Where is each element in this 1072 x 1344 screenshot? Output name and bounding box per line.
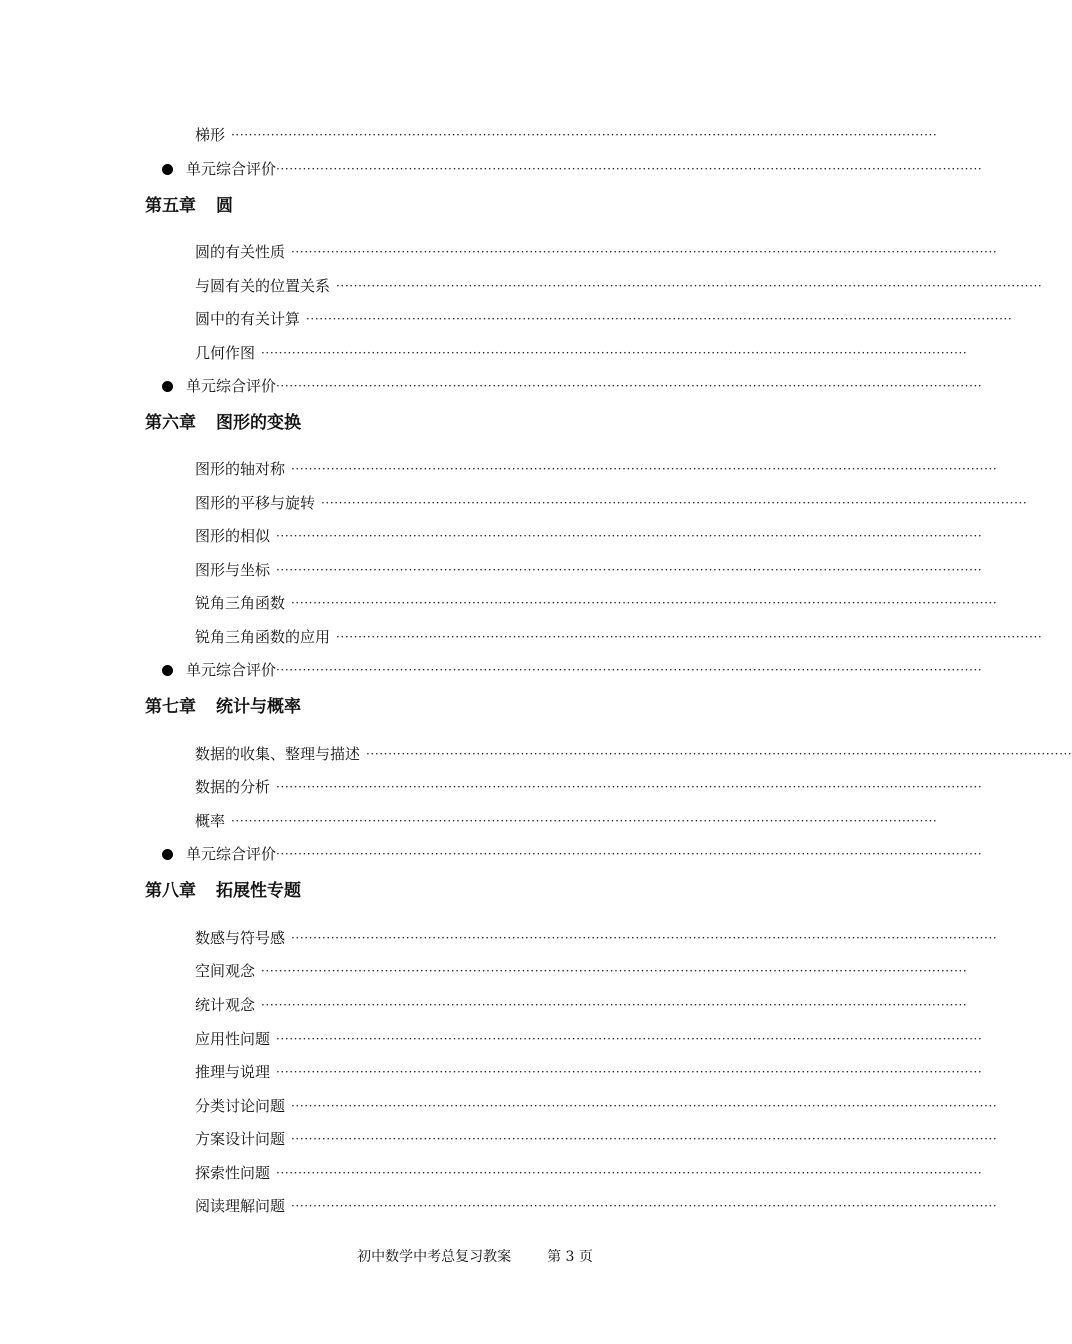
toc-entry-label: 单元综合评价 xyxy=(186,377,277,395)
toc-leader: ································································································································································ xyxy=(291,931,998,945)
toc-entry-label: 分类讨论问题 xyxy=(195,1097,286,1115)
toc-entry[interactable] xyxy=(195,1195,998,1217)
toc-entry[interactable] xyxy=(195,492,1028,514)
toc-entry-unit-review[interactable] xyxy=(162,375,983,397)
toc-entry[interactable] xyxy=(195,927,998,949)
toc-entry-label: 阅读理解问题 xyxy=(195,1197,286,1215)
toc-leader: ································································································································································ xyxy=(306,312,1013,326)
toc-entry-unit-review[interactable] xyxy=(162,843,983,865)
bullet-icon xyxy=(162,164,173,175)
toc-entry-label: 统计观念 xyxy=(195,996,256,1014)
chapter-number: 第七章 xyxy=(145,697,196,717)
toc-leader: ································································································································································ xyxy=(291,1099,998,1113)
toc-entry-label: 几何作图 xyxy=(195,344,256,362)
toc-leader: ································································································································································ xyxy=(276,1032,983,1046)
toc-entry[interactable] xyxy=(195,124,938,146)
toc-leader: ································································································································································ xyxy=(276,847,983,861)
toc-entry-label: 单元综合评价 xyxy=(186,661,277,679)
chapter-number: 第五章 xyxy=(145,196,196,216)
toc-entry-label: 推理与说理 xyxy=(195,1063,271,1081)
toc-entry[interactable] xyxy=(195,743,1072,765)
toc-entry-label: 锐角三角函数的应用 xyxy=(195,628,331,646)
toc-entry[interactable] xyxy=(195,1128,998,1150)
chapter-heading[interactable] xyxy=(145,193,233,219)
toc-leader: ································································································································································ xyxy=(276,780,983,794)
toc-entry[interactable] xyxy=(195,342,968,364)
toc-entry-label: 梯形 xyxy=(195,126,226,144)
page-number: 第 3 页 xyxy=(547,1249,593,1265)
chapter-number: 第八章 xyxy=(145,881,196,901)
chapter-heading[interactable] xyxy=(145,694,301,720)
toc-entry-unit-review[interactable] xyxy=(162,158,983,180)
footer-document-title: 初中数学中考总复习教案 xyxy=(357,1249,512,1265)
toc-entry-label: 图形的平移与旋转 xyxy=(195,494,316,512)
toc-entry-label: 圆的有关性质 xyxy=(195,243,286,261)
chapter-title: 图形的变换 xyxy=(216,413,301,433)
toc-leader: ································································································································································ xyxy=(291,1199,998,1213)
toc-leader: ································································································································································ xyxy=(291,462,998,476)
chapter-heading[interactable] xyxy=(145,878,301,904)
toc-entry-label: 单元综合评价 xyxy=(186,845,277,863)
toc-leader: ································································································································································ xyxy=(276,663,983,677)
toc-entry[interactable] xyxy=(195,994,968,1016)
toc-leader: ································································································································································ xyxy=(276,162,983,176)
toc-leader: ································································································································································ xyxy=(291,1132,998,1146)
toc-entry-label: 单元综合评价 xyxy=(186,160,277,178)
toc-entry[interactable] xyxy=(195,559,983,581)
toc-entry[interactable] xyxy=(195,308,1013,330)
toc-leader: ································································································································································ xyxy=(261,964,968,978)
toc-entry[interactable] xyxy=(195,810,938,832)
toc-entry[interactable] xyxy=(195,525,983,547)
toc-entry[interactable] xyxy=(195,275,1043,297)
toc-entry-label: 方案设计问题 xyxy=(195,1130,286,1148)
toc-entry-label: 应用性问题 xyxy=(195,1030,271,1048)
chapter-title: 拓展性专题 xyxy=(216,881,301,901)
toc-entry[interactable] xyxy=(195,1028,983,1050)
toc-entry-label: 图形的轴对称 xyxy=(195,460,286,478)
toc-leader: ································································································································································ xyxy=(366,747,1072,761)
toc-entry-label: 数感与符号感 xyxy=(195,929,286,947)
toc-entry-label: 探索性问题 xyxy=(195,1164,271,1182)
bullet-icon xyxy=(162,849,173,860)
toc-entry[interactable] xyxy=(195,776,983,798)
toc-leader: ································································································································································ xyxy=(276,1065,983,1079)
toc-entry-label: 图形的相似 xyxy=(195,527,271,545)
toc-entry-label: 概率 xyxy=(195,812,226,830)
chapter-title: 统计与概率 xyxy=(216,697,301,717)
toc-entry-label: 与圆有关的位置关系 xyxy=(195,277,331,295)
toc-leader: ································································································································································ xyxy=(276,563,983,577)
toc-leader: ································································································································································ xyxy=(276,379,983,393)
chapter-heading[interactable] xyxy=(145,410,301,436)
toc-entry[interactable] xyxy=(195,1095,998,1117)
toc-leader: ································································································································································ xyxy=(276,1166,983,1180)
bullet-icon xyxy=(162,665,173,676)
bullet-icon xyxy=(162,381,173,392)
toc-entry[interactable] xyxy=(195,960,968,982)
toc-entry-label: 空间观念 xyxy=(195,962,256,980)
toc-leader: ································································································································································ xyxy=(291,245,998,259)
toc-entry-label: 图形与坐标 xyxy=(195,561,271,579)
toc-leader: ································································································································································ xyxy=(231,128,938,142)
toc-leader: ································································································································································ xyxy=(231,814,938,828)
toc-leader: ································································································································································ xyxy=(261,998,968,1012)
toc-entry[interactable] xyxy=(195,241,998,263)
page-footer xyxy=(0,1247,950,1267)
toc-entry-unit-review[interactable] xyxy=(162,659,983,681)
toc-leader: ································································································································································ xyxy=(276,529,983,543)
toc-entry-label: 数据的收集、整理与描述 xyxy=(195,745,361,763)
toc-leader: ································································································································································ xyxy=(336,279,1043,293)
toc-entry-label: 圆中的有关计算 xyxy=(195,310,301,328)
toc-entry-label: 数据的分析 xyxy=(195,778,271,796)
toc-leader: ································································································································································ xyxy=(336,630,1043,644)
toc-entry-label: 锐角三角函数 xyxy=(195,594,286,612)
chapter-number: 第六章 xyxy=(145,413,196,433)
chapter-title: 圆 xyxy=(216,196,233,216)
toc-entry[interactable] xyxy=(195,592,998,614)
toc-leader: ································································································································································ xyxy=(261,346,968,360)
toc-leader: ································································································································································ xyxy=(291,596,998,610)
toc-entry[interactable] xyxy=(195,1061,983,1083)
toc-entry[interactable] xyxy=(195,626,1043,648)
toc-leader: ································································································································································ xyxy=(321,496,1028,510)
toc-entry[interactable] xyxy=(195,458,998,480)
toc-entry[interactable] xyxy=(195,1162,983,1184)
